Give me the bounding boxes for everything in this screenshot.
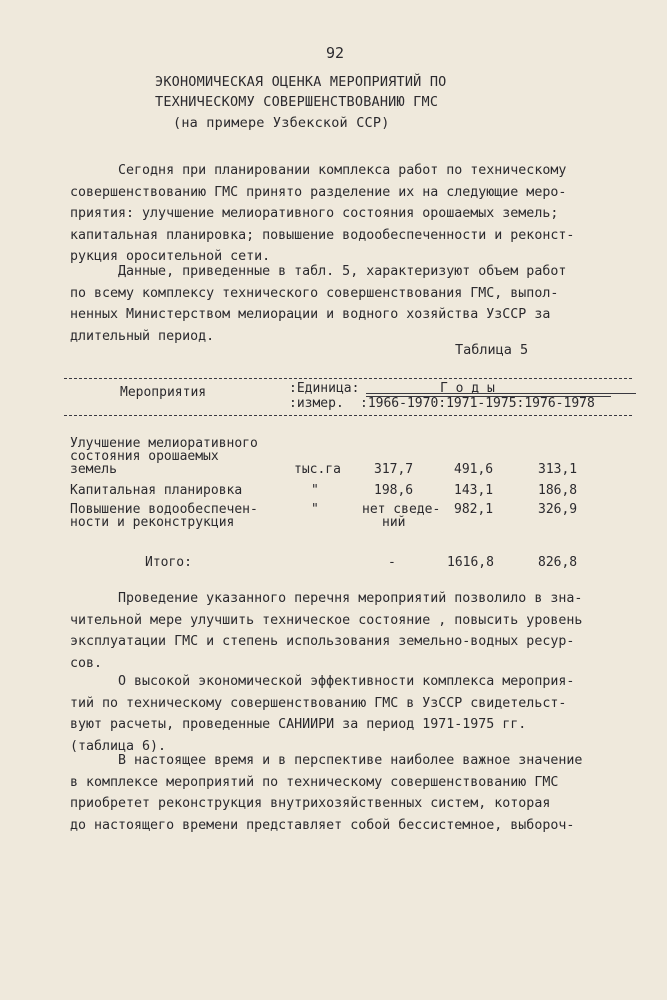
text-line: (таблица 6).: [70, 738, 167, 754]
cell-1976-1978: 313,1: [538, 462, 578, 477]
text-line: до настоящего времени представляет собой бессистемное, выбороч-: [70, 817, 575, 833]
row-label: Повышение водообеспечен- ности и реконструкция: [70, 502, 258, 530]
cell-1971-1975: 982,1: [454, 502, 494, 517]
cell-unit: ": [311, 502, 319, 517]
text-line: по всему комплексу технического совершенствования ГМС, выпол-: [70, 285, 559, 301]
text-line: В настоящее время и в перспективе наиболее важное значение: [70, 753, 583, 768]
row-label: Итого:: [145, 555, 192, 570]
text-line: капитальная планировка; повышение водообеспеченности и реконст-: [70, 227, 575, 243]
paragraph-1: [70, 160, 600, 268]
row-label: Капитальная планировка: [70, 483, 243, 498]
cell-unit: ": [311, 483, 319, 498]
paragraph-3: [70, 588, 600, 674]
paragraph-2: [70, 261, 600, 347]
text-line: рукция оросительной сети.: [70, 249, 271, 264]
text-line: Сегодня при планировании комплекса работ по техническому: [70, 163, 567, 178]
header-years-rule: [366, 393, 636, 394]
text-line: эксплуатации ГМС и степень использования земельно-водных ресур-: [70, 634, 575, 649]
text-line: О высокой экономической эффективности комплекса мероприя-: [70, 674, 575, 689]
cell-1976-1978: 186,8: [538, 483, 578, 498]
row-label: Улучшение мелиоративного состояния орошаемых земель: [70, 436, 258, 477]
paragraph-4: [70, 671, 600, 757]
header-periods-rule: [366, 396, 611, 397]
title-subtitle: (на примере Узбекской ССР): [173, 115, 390, 131]
cell-1966-1970: -: [388, 555, 396, 570]
text-line: сов.: [70, 655, 103, 671]
text-line: ненных Министерством мелиорации и водного хозяйства УзССР за: [70, 307, 551, 322]
header-unit-line-2: :измер.: [289, 396, 344, 411]
text-line: совершенствованию ГМС принято разделение их на следующие меро-: [70, 184, 567, 200]
cell-1971-1975: 143,1: [454, 483, 494, 498]
header-measures: Мероприятия: [120, 385, 207, 400]
cell-1966-1970: нет сведе- ний: [362, 502, 441, 530]
text-line: приобретет реконструкция внутрихозяйственных систем, которая: [70, 796, 551, 811]
text-line: чительной мере улучшить техническое состояние , повысить уровень: [70, 612, 583, 628]
text-line: вуют расчеты, проведенные САНИИРИ за период 1971-1975 гг.: [70, 717, 527, 732]
text-line: тий по техническому совершенствованию ГМС в УзССР свидетельст-: [70, 695, 567, 711]
text-line: Данные, приведенные в табл. 5, характеризуют объем работ: [70, 264, 567, 279]
header-years: Г о д ы: [440, 381, 495, 396]
text-line: в комплексе мероприятий по техническому совершенствованию ГМС: [70, 774, 559, 790]
page-number: 92: [326, 44, 345, 62]
header-unit-line-1: :Единица:: [289, 381, 360, 396]
cell-1966-1970: 317,7: [374, 462, 414, 477]
header-periods: :1966-1970:1971-1975:1976-1978: [360, 396, 595, 411]
text-line: приятия: улучшение мелиоративного состояния орошаемых земель;: [70, 206, 559, 221]
cell-1971-1975: 491,6: [454, 462, 494, 477]
title-line-1: ЭКОНОМИЧЕСКАЯ ОЦЕНКА МЕРОПРИЯТИЙ ПО: [155, 74, 447, 90]
table-top-rule: [64, 378, 632, 379]
table-caption: Таблица 5: [455, 342, 529, 358]
cell-1976-1978: 326,9: [538, 502, 578, 517]
text-line: Проведение указанного перечня мероприятий позволило в зна-: [70, 591, 583, 606]
table-header-rule: [64, 415, 632, 416]
title-line-2: ТЕХНИЧЕСКОМУ СОВЕРШЕНСТВОВАНИЮ ГМС: [155, 94, 439, 110]
text-line: длительный период.: [70, 328, 215, 344]
cell-1966-1970: 198,6: [374, 483, 414, 498]
cell-unit: тыс.га: [294, 462, 341, 477]
cell-1971-1975: 1616,8: [447, 555, 494, 570]
cell-1976-1978: 826,8: [538, 555, 578, 570]
paragraph-5: [70, 750, 600, 836]
